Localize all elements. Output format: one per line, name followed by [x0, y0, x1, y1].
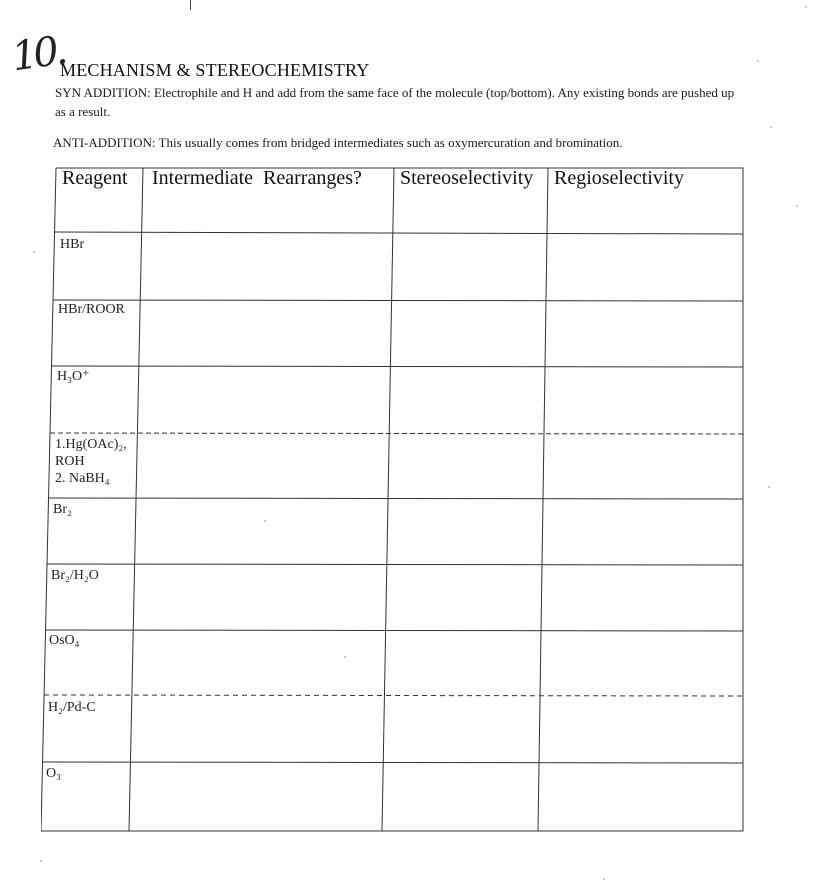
reagent-line: 2. NaBH₄ — [55, 471, 110, 486]
reagent-line: HBr/ROOR — [58, 302, 125, 317]
reagent-line: O₃ — [46, 766, 61, 781]
scan-speck — [264, 520, 266, 522]
reagent-cell — [51, 567, 99, 584]
reagent-line: OsO₄ — [49, 633, 80, 648]
scan-speck — [768, 486, 770, 488]
reagent-cell — [57, 368, 90, 385]
table-grid — [41, 164, 744, 832]
scan-speck — [770, 126, 772, 128]
reagent-line: H₃O⁺ — [57, 369, 90, 384]
reagent-line: HBr — [60, 237, 85, 252]
scan-speck — [344, 656, 346, 658]
scan-speck — [757, 60, 759, 62]
header-intermediate-rearranges: Intermediate Rearranges? — [152, 167, 362, 189]
reagent-cell — [58, 301, 125, 318]
scan-speck — [805, 6, 807, 8]
reagent-line: H₂/Pd-C — [48, 700, 96, 715]
anti-addition-note: ANTI-ADDITION: This usually comes from bridged intermediates such as oxymercuration and bromination. — [53, 135, 623, 150]
scan-speck — [603, 878, 605, 880]
reagent-cell — [48, 699, 96, 716]
scan-speck — [40, 860, 42, 862]
scan-speck — [33, 251, 35, 253]
reagent-cell — [55, 436, 127, 487]
header-stereoselectivity: Stereoselectivity — [400, 167, 534, 189]
reagent-cell — [53, 501, 72, 518]
mechanism-table — [41, 164, 744, 832]
page-edge-mark — [190, 0, 191, 10]
reagent-cell — [49, 632, 80, 649]
reagent-line: ROH — [55, 454, 85, 469]
reagent-line: 1.Hg(OAc)₂, — [55, 437, 127, 452]
reagent-line: Br₂/H₂O — [51, 568, 99, 583]
handwritten-question-number: 10. — [9, 27, 67, 81]
reagent-cell — [60, 236, 84, 253]
worksheet-title: MECHANISM & STEREOCHEMISTRY — [60, 60, 370, 80]
header-reagent: Reagent — [62, 167, 128, 189]
header-regioselectivity: Regioselectivity — [554, 167, 684, 189]
syn-addition-note: SYN ADDITION: Electrophile and H and add from the same face of the molecule (top/bottom). Any existing bonds are pushed up as a result. — [55, 85, 735, 119]
reagent-line: Br₂ — [53, 502, 72, 517]
scan-speck — [796, 205, 798, 207]
reagent-cell — [46, 765, 61, 782]
